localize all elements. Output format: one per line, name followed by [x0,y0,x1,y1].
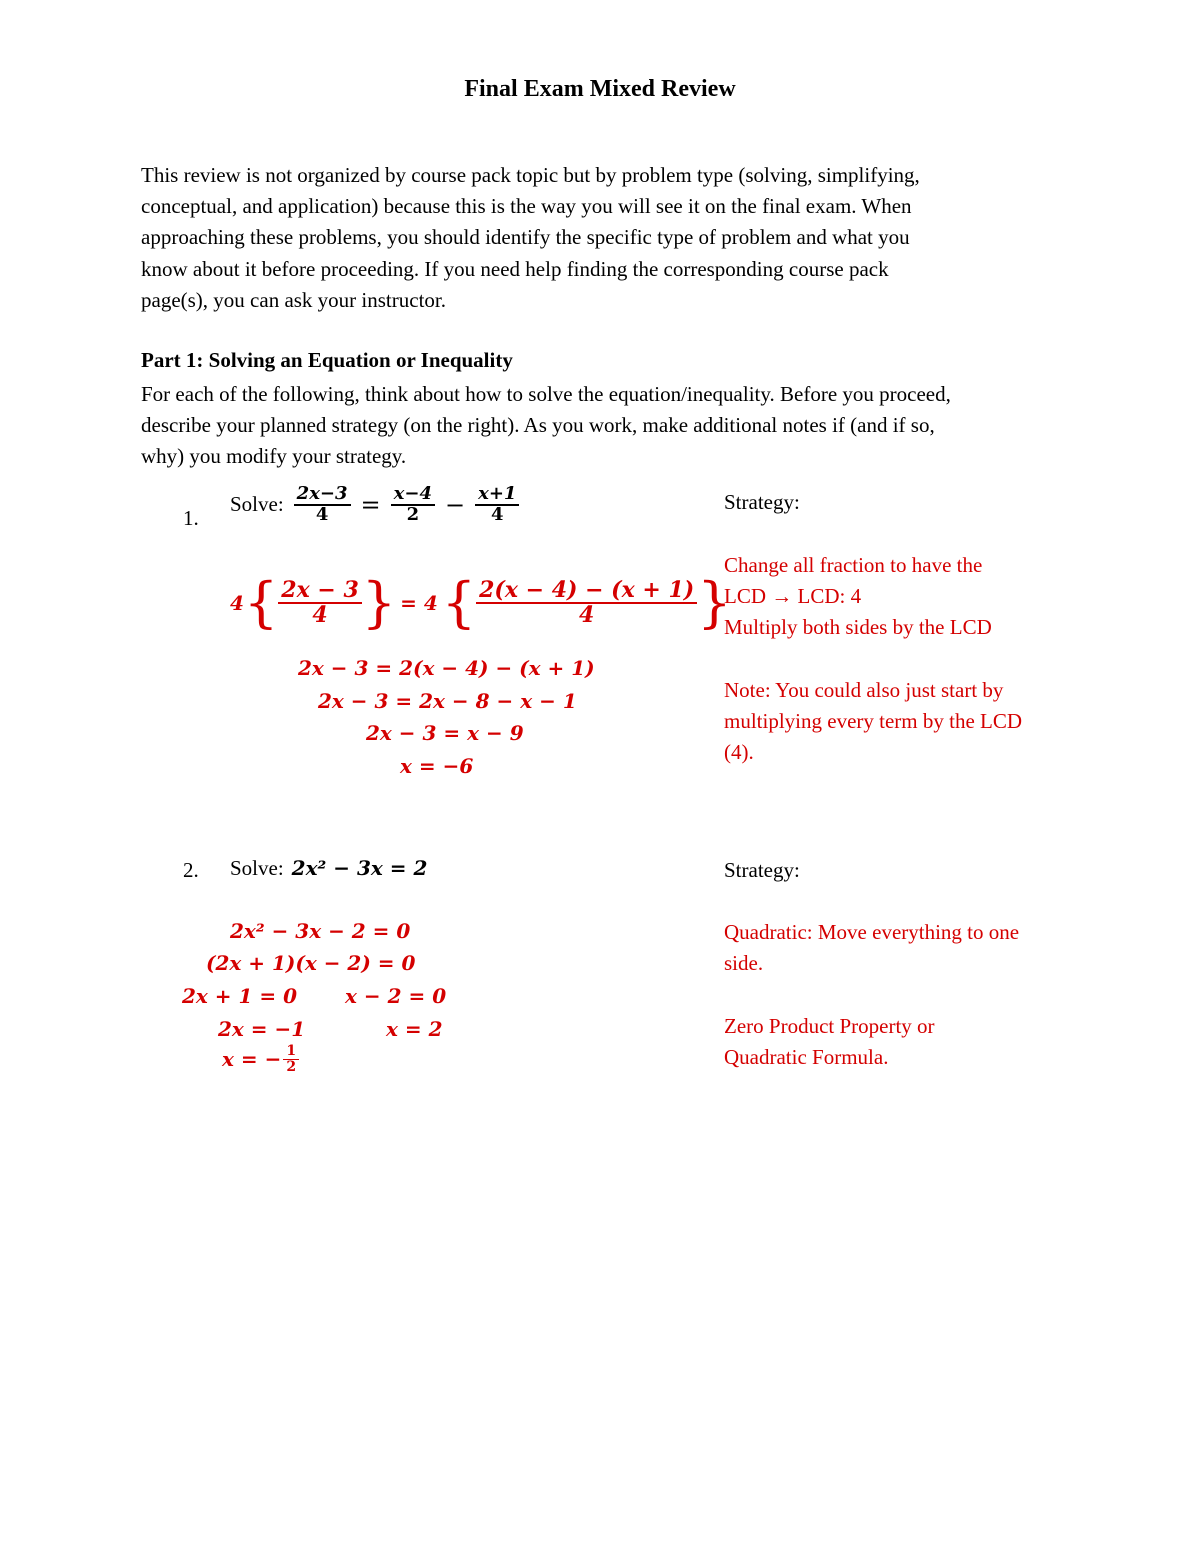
note-line: Change all fraction to have the [724,553,983,577]
problem2-right-answer: x = 2 [386,1017,443,1041]
answer-prefix: x = − [222,1047,282,1072]
lcd-coefficient: 4 [230,591,244,615]
problem2-step: (2x + 1)(x − 2) = 0 [206,951,416,975]
problem2-equation [230,856,427,881]
problem2-right-factor: x − 2 = 0 [345,984,447,1008]
part1-line: why) you modify your strategy. [141,444,407,469]
work-frac-left: $\frac{2x - 3}{4}$ [278,579,361,627]
problem2-strategy-notes [724,917,1084,1073]
problem1-strategy-notes [724,550,1084,768]
problem1-frac-mid: $\frac{x-4}{2}$ [391,485,435,525]
problem2-left-step: 2x = −1 [218,1017,306,1041]
right-brace: } [361,571,397,634]
problem1-step: 2x − 3 = 2x − 8 − x − 1 [318,689,577,713]
part1-heading: Part 1: Solving an Equation or Inequality [141,348,513,372]
note-line: Multiply both sides by the LCD [724,615,992,640]
note-line: LCD → LCD: 4 [724,584,862,609]
note-line: Quadratic Formula. [724,1044,889,1069]
problem1-answer: x = −6 [400,754,474,778]
note-line: Quadratic: Move everything to one [724,920,1020,944]
problem1-strategy-label: Strategy: [724,490,800,514]
note-line: Note: You could also just start by [724,677,1004,702]
problem2-left-answer [222,1044,299,1074]
minus-sign: − [445,490,466,519]
problem1-frac-left: $\frac{2x-3}{4}$ [294,485,351,525]
problem2-strategy-label: Strategy: [724,858,800,882]
intro-line: conceptual, and application) because this is the way you will see it on the final exam. When [141,194,912,219]
problem2-step: 2x² − 3x − 2 = 0 [230,919,411,943]
page-title: Final Exam Mixed Review [464,76,736,102]
left-brace: { [243,571,279,634]
part1-line: For each of the following, think about how to solve the equation/inequality. Before you proceed, [141,382,951,406]
problem1-work-lcd [230,571,732,634]
problem1-solve-label: Solve: [230,492,284,517]
problem1-equation [230,485,519,525]
right-brace: } [697,571,732,634]
one-half-fraction: $\frac{1}{2}$ [283,1044,299,1074]
note-line: multiplying every term by the LCD [724,709,1023,733]
intro-line: know about it before proceeding. If you need help finding the corresponding course pack [141,256,889,281]
problem1-number: 1. [183,506,199,530]
problem1-step: 2x − 3 = x − 9 [366,721,524,745]
note-line [724,644,1084,675]
intro-line: page(s), you can ask your instructor. [141,287,447,312]
part1-instructions [141,379,1071,473]
note-line: side. [724,951,764,976]
equals-sign: = [360,490,381,519]
problem2-left-factor: 2x + 1 = 0 [182,984,298,1008]
equals-four: = 4 [400,591,438,615]
work-frac-right: $\frac{2(x - 4) - (x + 1)}{4}$ [476,579,697,627]
intro-line: approaching these problems, you should identify the specific type of problem and what you [141,225,910,250]
problem1-step: 2x − 3 = 2(x − 4) − (x + 1) [298,656,595,680]
note-line [724,979,1084,1010]
note-line: (4). [724,740,754,765]
part1-line: describe your planned strategy (on the right). As you work, make additional notes if (and if so, [141,413,935,438]
note-line: Zero Product Property or [724,1013,935,1038]
problem2-number: 2. [183,858,199,882]
problem2-expression: 2x² − 3x = 2 [291,856,428,880]
problem2-solve-label: Solve: [230,856,284,880]
problem1-frac-right: $\frac{x+1}{4}$ [475,485,519,525]
intro-line: This review is not organized by course pack topic but by problem type (solving, simplifying, [141,163,920,187]
left-brace: { [441,571,477,634]
intro-paragraph [141,160,1061,316]
